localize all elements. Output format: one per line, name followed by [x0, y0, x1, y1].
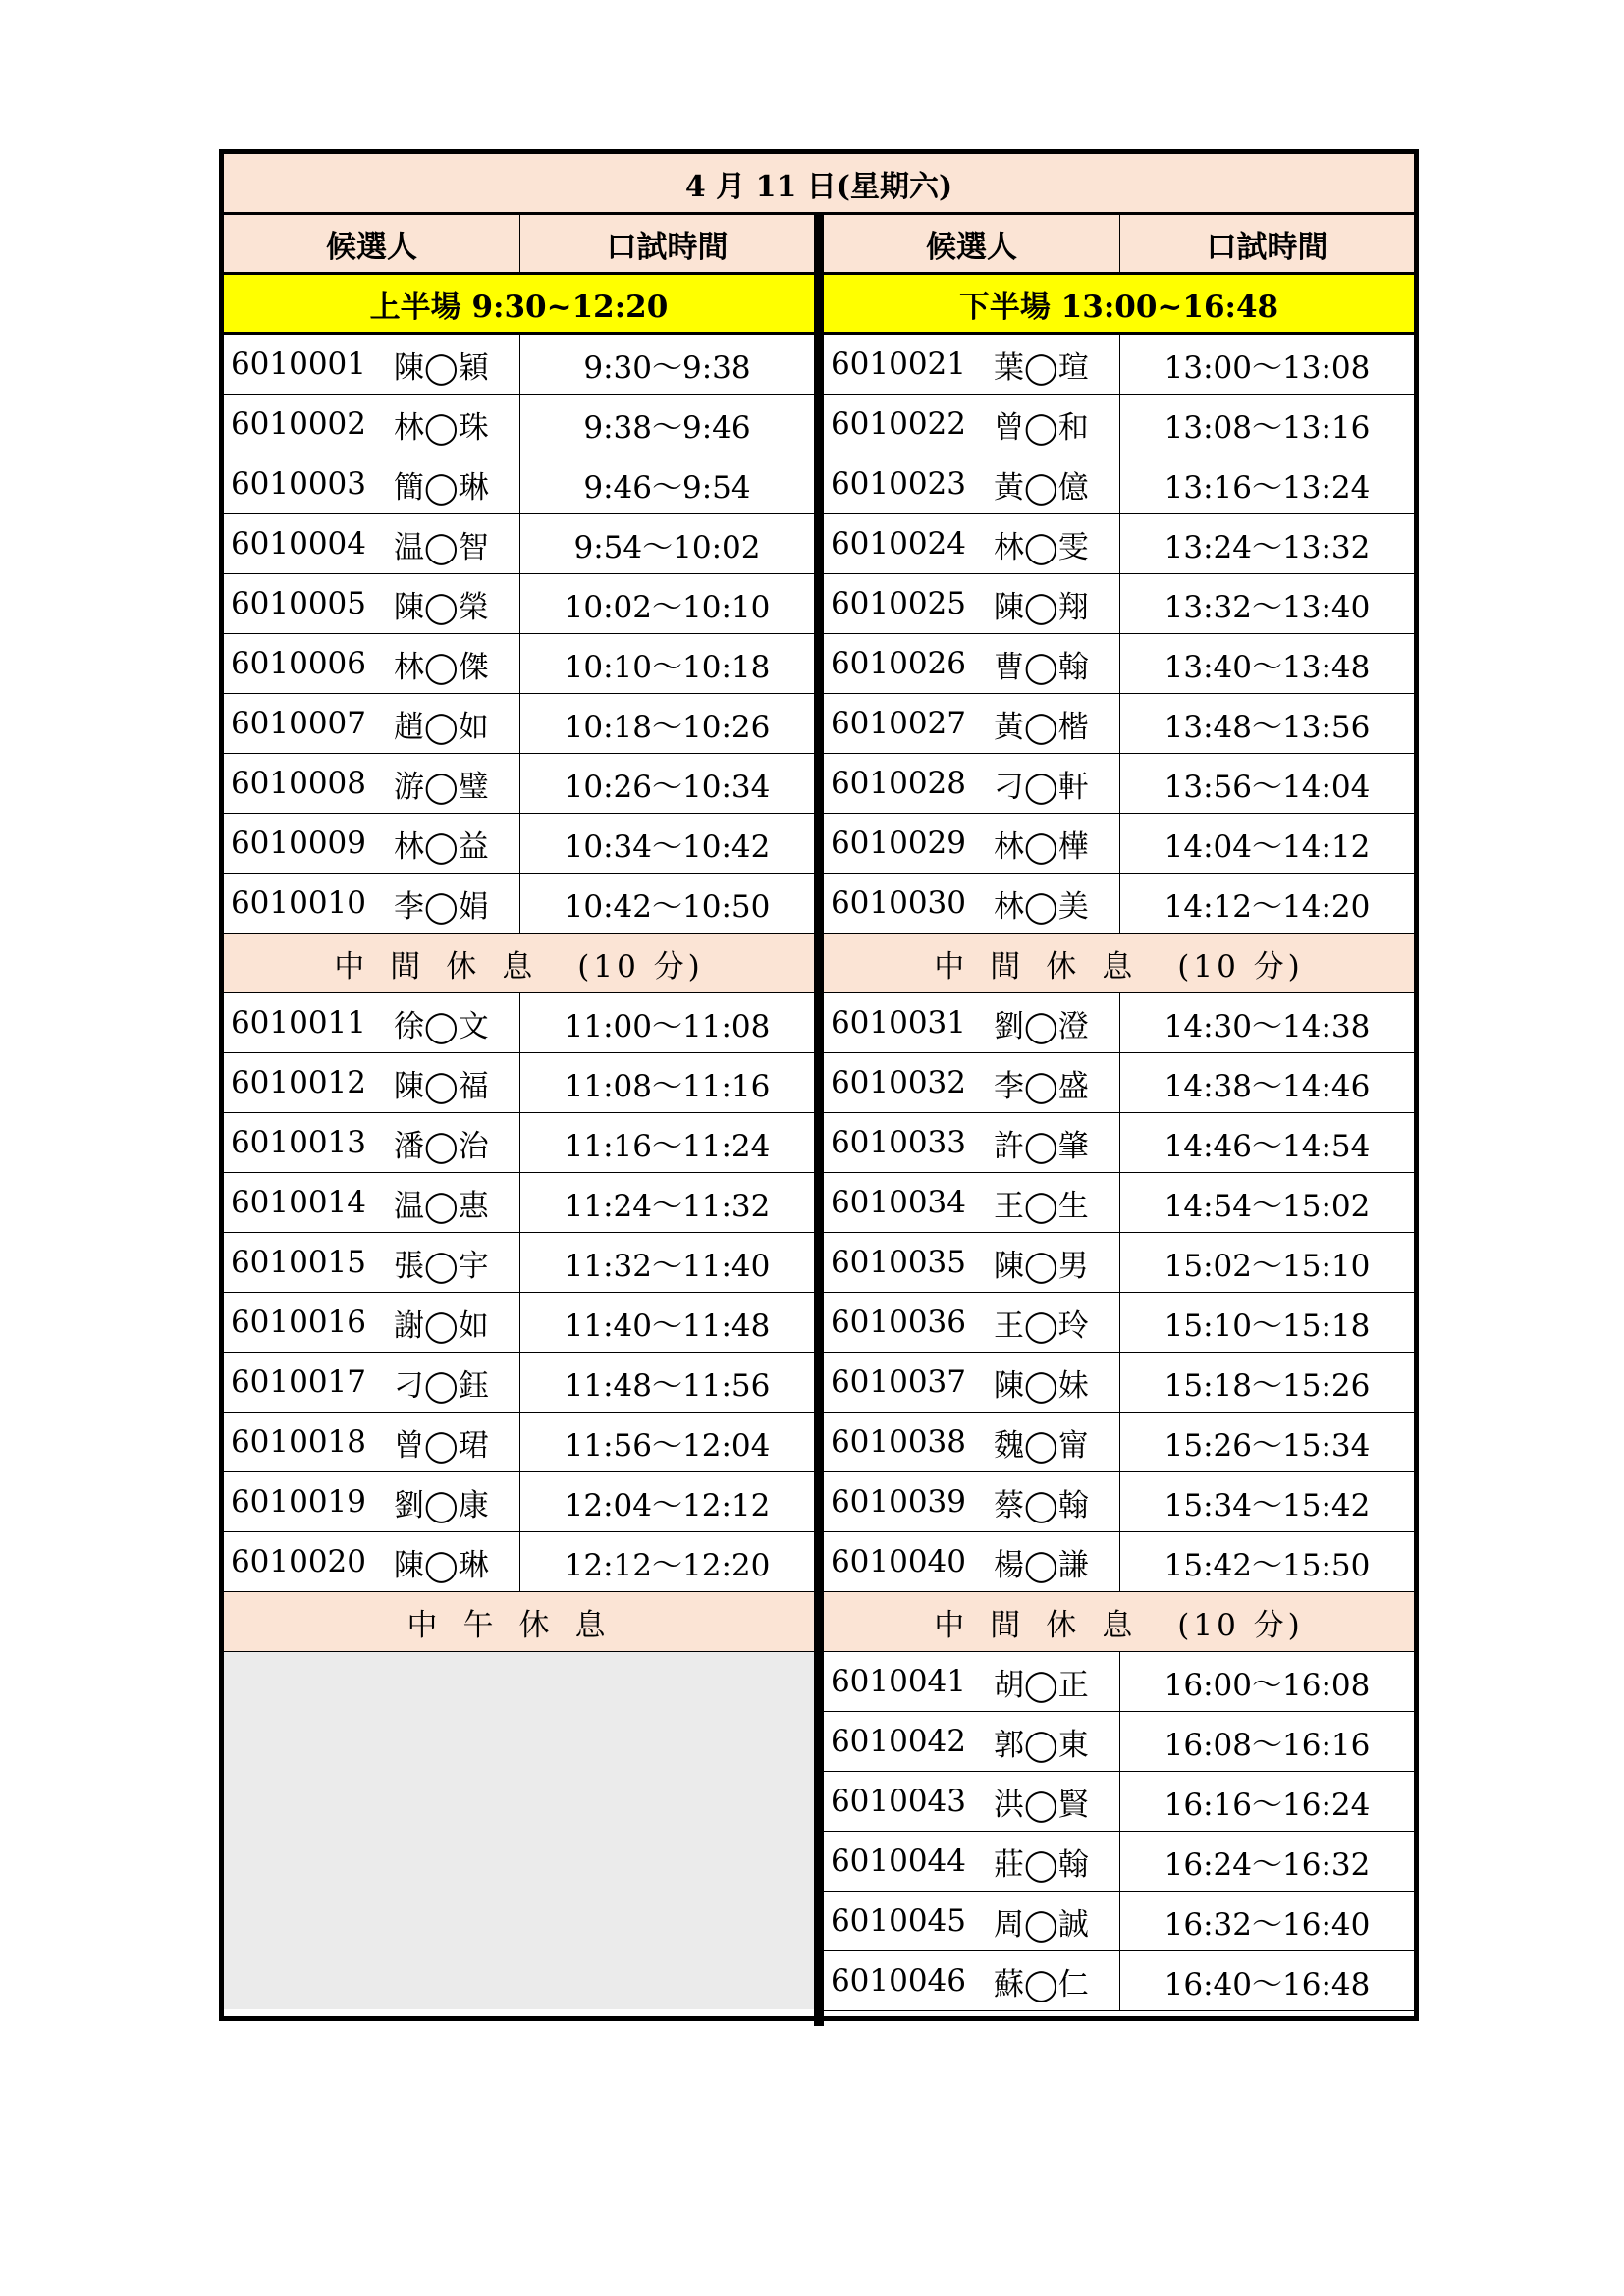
- candidate-name: 莊◯翰: [994, 1846, 1089, 1883]
- column-divider: [814, 215, 824, 2026]
- candidate-cell: [824, 1233, 1120, 1292]
- header-time: 口試時間: [606, 229, 729, 265]
- table-row: [824, 1233, 1414, 1293]
- table-row: [224, 454, 814, 514]
- candidate-id: 6010021: [830, 347, 966, 382]
- interview-time: 16:40～16:48: [1164, 1966, 1371, 2002]
- table-row: [224, 874, 814, 934]
- table-row: [824, 634, 1414, 694]
- candidate-cell: [824, 1053, 1120, 1112]
- candidate-name: 李◯娟: [394, 888, 489, 925]
- candidate-id: 6010041: [830, 1664, 966, 1699]
- break-duration: (10 分): [1177, 1607, 1304, 1643]
- table-row: [824, 514, 1414, 574]
- candidate-id: 6010036: [830, 1305, 966, 1340]
- candidate-id: 6010043: [830, 1784, 966, 1819]
- table-row: [824, 1712, 1414, 1772]
- table-row: [824, 993, 1414, 1053]
- candidate-cell: [824, 1951, 1120, 2010]
- candidate-name: 葉◯瑄: [994, 349, 1089, 386]
- candidate-name: 陳◯福: [394, 1068, 489, 1104]
- candidate-id: 6010042: [830, 1724, 966, 1759]
- candidate-id: 6010038: [830, 1424, 966, 1460]
- table-row: [224, 814, 814, 874]
- candidate-cell: [224, 454, 520, 513]
- interview-time: 12:12～12:20: [564, 1547, 771, 1583]
- candidate-id: 6010007: [230, 706, 366, 741]
- left-block1: [224, 335, 814, 934]
- candidate-name: 魏◯甯: [994, 1427, 1089, 1464]
- interview-time: 15:02～15:10: [1164, 1248, 1371, 1284]
- table-row: [824, 1832, 1414, 1892]
- break-row: [224, 934, 814, 993]
- candidate-id: 6010025: [830, 586, 966, 621]
- candidate-name: 曹◯翰: [994, 649, 1089, 685]
- header-time: 口試時間: [1206, 229, 1328, 265]
- break-duration: (10 分): [577, 948, 704, 985]
- interview-time: 10:18～10:26: [564, 709, 771, 745]
- candidate-id: 6010004: [230, 526, 366, 561]
- candidate-name: 楊◯謙: [994, 1547, 1089, 1583]
- table-row: [824, 1951, 1414, 2011]
- interview-time: 11:56～12:04: [564, 1427, 771, 1464]
- candidate-name: 林◯美: [994, 888, 1089, 925]
- candidate-cell: [824, 1832, 1120, 1891]
- candidate-name: 徐◯文: [394, 1008, 489, 1044]
- candidate-id: 6010011: [230, 1005, 366, 1041]
- interview-time: 11:40～11:48: [564, 1308, 771, 1344]
- header-candidate: 候選人: [824, 215, 1120, 272]
- table-row: [224, 1293, 814, 1353]
- right-block3: [824, 1652, 1414, 2011]
- interview-time: 10:02～10:10: [564, 589, 771, 625]
- header-row: [824, 215, 1414, 275]
- candidate-id: 6010045: [830, 1903, 966, 1939]
- candidate-cell: [224, 814, 520, 873]
- candidate-id: 6010032: [830, 1065, 966, 1100]
- candidate-cell: [824, 754, 1120, 813]
- candidate-id: 6010016: [230, 1305, 366, 1340]
- candidate-name: 李◯盛: [994, 1068, 1089, 1104]
- right-block1: [824, 335, 1414, 934]
- table-row: [224, 1472, 814, 1532]
- interview-time: 16:00～16:08: [1164, 1667, 1371, 1703]
- candidate-cell: [224, 1353, 520, 1412]
- candidate-cell: [824, 1413, 1120, 1471]
- candidate-name: 洪◯賢: [994, 1787, 1089, 1823]
- candidate-id: 6010028: [830, 766, 966, 801]
- table-row: [224, 1173, 814, 1233]
- interview-time: 9:46～9:54: [583, 469, 751, 506]
- candidate-name: 刁◯軒: [994, 769, 1089, 805]
- interview-time: 16:24～16:32: [1164, 1846, 1371, 1883]
- candidate-name: 游◯璧: [394, 769, 489, 805]
- candidate-cell: [824, 1772, 1120, 1831]
- candidate-id: 6010013: [230, 1125, 366, 1160]
- break-row: [824, 1592, 1414, 1652]
- table-row: [224, 335, 814, 395]
- table-row: [824, 1293, 1414, 1353]
- candidate-name: 許◯肇: [994, 1128, 1089, 1164]
- candidate-name: 周◯誠: [994, 1906, 1089, 1943]
- interview-time: 10:10～10:18: [564, 649, 771, 685]
- interview-time: 16:32～16:40: [1164, 1906, 1371, 1943]
- interview-time: 16:08～16:16: [1164, 1727, 1371, 1763]
- candidate-name: 劉◯康: [394, 1487, 489, 1523]
- interview-time: 11:00～11:08: [564, 1008, 771, 1044]
- candidate-name: 林◯益: [394, 828, 489, 865]
- break-text: 中間休息: [934, 1607, 1159, 1643]
- interview-time: 14:04～14:12: [1164, 828, 1371, 865]
- candidate-id: 6010006: [230, 646, 366, 681]
- table-row: [824, 1113, 1414, 1173]
- interview-time: 12:04～12:12: [564, 1487, 771, 1523]
- table-row: [224, 1413, 814, 1472]
- candidate-name: 陳◯穎: [394, 349, 489, 386]
- candidate-name: 蘇◯仁: [994, 1966, 1089, 2002]
- table-row: [224, 1233, 814, 1293]
- right-block2: [824, 993, 1414, 1592]
- candidate-cell: [824, 1892, 1120, 1950]
- break-text: 中午休息: [406, 1607, 631, 1643]
- table-row: [824, 1353, 1414, 1413]
- interview-time: 15:10～15:18: [1164, 1308, 1371, 1344]
- candidate-id: 6010046: [830, 1963, 966, 1999]
- candidate-cell: [224, 993, 520, 1052]
- table-row: [224, 574, 814, 634]
- interview-time: 11:48～11:56: [564, 1367, 771, 1404]
- candidate-cell: [224, 874, 520, 933]
- interview-time: 10:26～10:34: [564, 769, 771, 805]
- candidate-name: 陳◯琳: [394, 1547, 489, 1583]
- candidate-id: 6010024: [830, 526, 966, 561]
- break-row: [824, 934, 1414, 993]
- interview-time: 16:16～16:24: [1164, 1787, 1371, 1823]
- interview-time: 11:32～11:40: [564, 1248, 771, 1284]
- candidate-id: 6010008: [230, 766, 366, 801]
- table-row: [224, 395, 814, 454]
- table-row: [224, 993, 814, 1053]
- candidate-id: 6010015: [230, 1245, 366, 1280]
- candidate-id: 6010001: [230, 347, 366, 382]
- table-row: [224, 514, 814, 574]
- candidate-name: 王◯生: [994, 1188, 1089, 1224]
- page-title: 4 月 11 日(星期六): [224, 154, 1414, 215]
- candidate-cell: [824, 993, 1120, 1052]
- candidate-id: 6010027: [830, 706, 966, 741]
- candidate-name: 刁◯鈺: [394, 1367, 489, 1404]
- candidate-id: 6010022: [830, 406, 966, 442]
- candidate-name: 陳◯妹: [994, 1367, 1089, 1404]
- table-row: [824, 1472, 1414, 1532]
- table-row: [824, 814, 1414, 874]
- table-row: [824, 754, 1414, 814]
- candidate-name: 温◯惠: [394, 1188, 489, 1224]
- candidate-id: 6010010: [230, 885, 366, 921]
- table-row: [824, 1053, 1414, 1113]
- candidate-id: 6010029: [830, 826, 966, 861]
- candidate-cell: [224, 694, 520, 753]
- table-row: [824, 1772, 1414, 1832]
- interview-time: 15:18～15:26: [1164, 1367, 1371, 1404]
- candidate-cell: [224, 1472, 520, 1531]
- candidate-cell: [824, 814, 1120, 873]
- candidate-cell: [824, 1293, 1120, 1352]
- interview-time: 11:24～11:32: [564, 1188, 771, 1224]
- candidate-name: 曾◯和: [994, 409, 1089, 446]
- candidate-id: 6010033: [830, 1125, 966, 1160]
- candidate-cell: [824, 874, 1120, 933]
- interview-time: 14:54～15:02: [1164, 1188, 1371, 1224]
- candidate-id: 6010039: [830, 1484, 966, 1520]
- break-text: 中間休息: [334, 948, 559, 985]
- candidate-name: 黃◯億: [994, 469, 1089, 506]
- break-text: 中間休息: [934, 948, 1159, 985]
- table-row: [824, 395, 1414, 454]
- candidate-name: 曾◯珺: [394, 1427, 489, 1464]
- interview-time: 10:42～10:50: [564, 888, 771, 925]
- candidate-name: 劉◯澄: [994, 1008, 1089, 1044]
- interview-time: 13:40～13:48: [1164, 649, 1371, 685]
- candidate-cell: [224, 754, 520, 813]
- interview-time: 14:12～14:20: [1164, 888, 1371, 925]
- candidate-id: 6010018: [230, 1424, 366, 1460]
- interview-time: 13:00～13:08: [1164, 349, 1371, 386]
- table-row: [224, 694, 814, 754]
- candidate-cell: [824, 1113, 1120, 1172]
- candidate-id: 6010005: [230, 586, 366, 621]
- header-candidate: 候選人: [224, 215, 520, 272]
- interview-time: 15:26～15:34: [1164, 1427, 1371, 1464]
- candidate-cell: [824, 694, 1120, 753]
- left-block2: [224, 993, 814, 1592]
- candidate-name: 謝◯如: [394, 1308, 489, 1344]
- candidate-cell: [224, 395, 520, 454]
- candidate-id: 6010017: [230, 1364, 366, 1400]
- candidate-cell: [224, 1532, 520, 1591]
- table-row: [224, 1113, 814, 1173]
- candidate-name: 王◯玲: [994, 1308, 1089, 1344]
- candidate-cell: [224, 634, 520, 693]
- candidate-cell: [224, 1053, 520, 1112]
- interview-time: 14:38～14:46: [1164, 1068, 1371, 1104]
- candidate-name: 林◯雯: [994, 529, 1089, 565]
- candidate-cell: [224, 1413, 520, 1471]
- candidate-id: 6010040: [830, 1544, 966, 1579]
- interview-time: 13:32～13:40: [1164, 589, 1371, 625]
- table-row: [224, 754, 814, 814]
- table-row: [224, 634, 814, 694]
- break-duration: (10 分): [1177, 948, 1304, 985]
- session-morning: 上半場 9:30~12:20: [224, 275, 814, 335]
- candidate-cell: [824, 335, 1120, 394]
- candidate-id: 6010034: [830, 1185, 966, 1220]
- header-row: [224, 215, 814, 275]
- table-row: [824, 1532, 1414, 1592]
- candidate-name: 黃◯楷: [994, 709, 1089, 745]
- candidate-name: 郭◯東: [994, 1727, 1089, 1763]
- table-row: [824, 1652, 1414, 1712]
- candidate-id: 6010044: [830, 1843, 966, 1879]
- candidate-id: 6010009: [230, 826, 366, 861]
- session-afternoon: 下半場 13:00~16:48: [824, 275, 1414, 335]
- candidate-id: 6010030: [830, 885, 966, 921]
- candidate-name: 趙◯如: [394, 709, 489, 745]
- interview-time: 11:16～11:24: [564, 1128, 771, 1164]
- interview-time: 10:34～10:42: [564, 828, 771, 865]
- left-column: [224, 215, 814, 2009]
- table-row: [824, 574, 1414, 634]
- candidate-name: 陳◯榮: [394, 589, 489, 625]
- interview-time: 13:48～13:56: [1164, 709, 1371, 745]
- candidate-cell: [824, 1712, 1120, 1771]
- candidate-name: 蔡◯翰: [994, 1487, 1089, 1523]
- interview-time: 13:24～13:32: [1164, 529, 1371, 565]
- candidate-cell: [224, 514, 520, 573]
- interview-time: 15:42～15:50: [1164, 1547, 1371, 1583]
- candidate-id: 6010019: [230, 1484, 366, 1520]
- candidate-cell: [824, 1472, 1120, 1531]
- candidate-name: 林◯樺: [994, 828, 1089, 865]
- candidate-id: 6010014: [230, 1185, 366, 1220]
- table-row: [824, 1173, 1414, 1233]
- candidate-name: 胡◯正: [994, 1667, 1089, 1703]
- candidate-cell: [224, 1233, 520, 1292]
- candidate-cell: [224, 1113, 520, 1172]
- candidate-cell: [224, 1173, 520, 1232]
- schedule-table: [219, 149, 1419, 2021]
- candidate-cell: [824, 1173, 1120, 1232]
- table-row: [824, 1892, 1414, 1951]
- interview-time: 15:34～15:42: [1164, 1487, 1371, 1523]
- candidate-cell: [824, 574, 1120, 633]
- candidate-id: 6010037: [830, 1364, 966, 1400]
- candidate-name: 陳◯翔: [994, 589, 1089, 625]
- candidate-cell: [824, 1532, 1120, 1591]
- candidate-name: 陳◯男: [994, 1248, 1089, 1284]
- interview-time: 9:30～9:38: [583, 349, 751, 386]
- interview-time: 11:08～11:16: [564, 1068, 771, 1104]
- table-row: [824, 874, 1414, 934]
- candidate-name: 潘◯治: [394, 1128, 489, 1164]
- candidate-name: 林◯珠: [394, 409, 489, 446]
- table-row: [224, 1053, 814, 1113]
- candidate-id: 6010031: [830, 1005, 966, 1041]
- interview-time: 13:56～14:04: [1164, 769, 1371, 805]
- candidate-name: 簡◯琳: [394, 469, 489, 506]
- interview-time: 13:08～13:16: [1164, 409, 1371, 446]
- candidate-id: 6010002: [230, 406, 366, 442]
- candidate-cell: [824, 1353, 1120, 1412]
- candidate-id: 6010020: [230, 1544, 366, 1579]
- candidate-cell: [824, 514, 1120, 573]
- candidate-name: 温◯智: [394, 529, 489, 565]
- table-row: [824, 694, 1414, 754]
- candidate-cell: [824, 634, 1120, 693]
- interview-time: 9:38～9:46: [583, 409, 751, 446]
- candidate-cell: [224, 1293, 520, 1352]
- table-row: [824, 335, 1414, 395]
- candidate-id: 6010023: [830, 466, 966, 502]
- interview-time: 14:46～14:54: [1164, 1128, 1371, 1164]
- candidate-name: 張◯宇: [394, 1248, 489, 1284]
- table-row: [224, 1353, 814, 1413]
- interview-time: 14:30～14:38: [1164, 1008, 1371, 1044]
- table-row: [224, 1532, 814, 1592]
- empty-area: [224, 1652, 814, 2009]
- candidate-name: 林◯傑: [394, 649, 489, 685]
- candidate-cell: [824, 1652, 1120, 1711]
- candidate-id: 6010035: [830, 1245, 966, 1280]
- candidate-id: 6010003: [230, 466, 366, 502]
- interview-time: 13:16～13:24: [1164, 469, 1371, 506]
- table-row: [824, 1413, 1414, 1472]
- lunch-break-row: [224, 1592, 814, 1652]
- table-row: [824, 454, 1414, 514]
- candidate-cell: [224, 574, 520, 633]
- candidate-id: 6010026: [830, 646, 966, 681]
- candidate-cell: [224, 335, 520, 394]
- candidate-cell: [824, 395, 1120, 454]
- right-column: [824, 215, 1414, 2011]
- candidate-id: 6010012: [230, 1065, 366, 1100]
- candidate-cell: [824, 454, 1120, 513]
- interview-time: 9:54～10:02: [573, 529, 761, 565]
